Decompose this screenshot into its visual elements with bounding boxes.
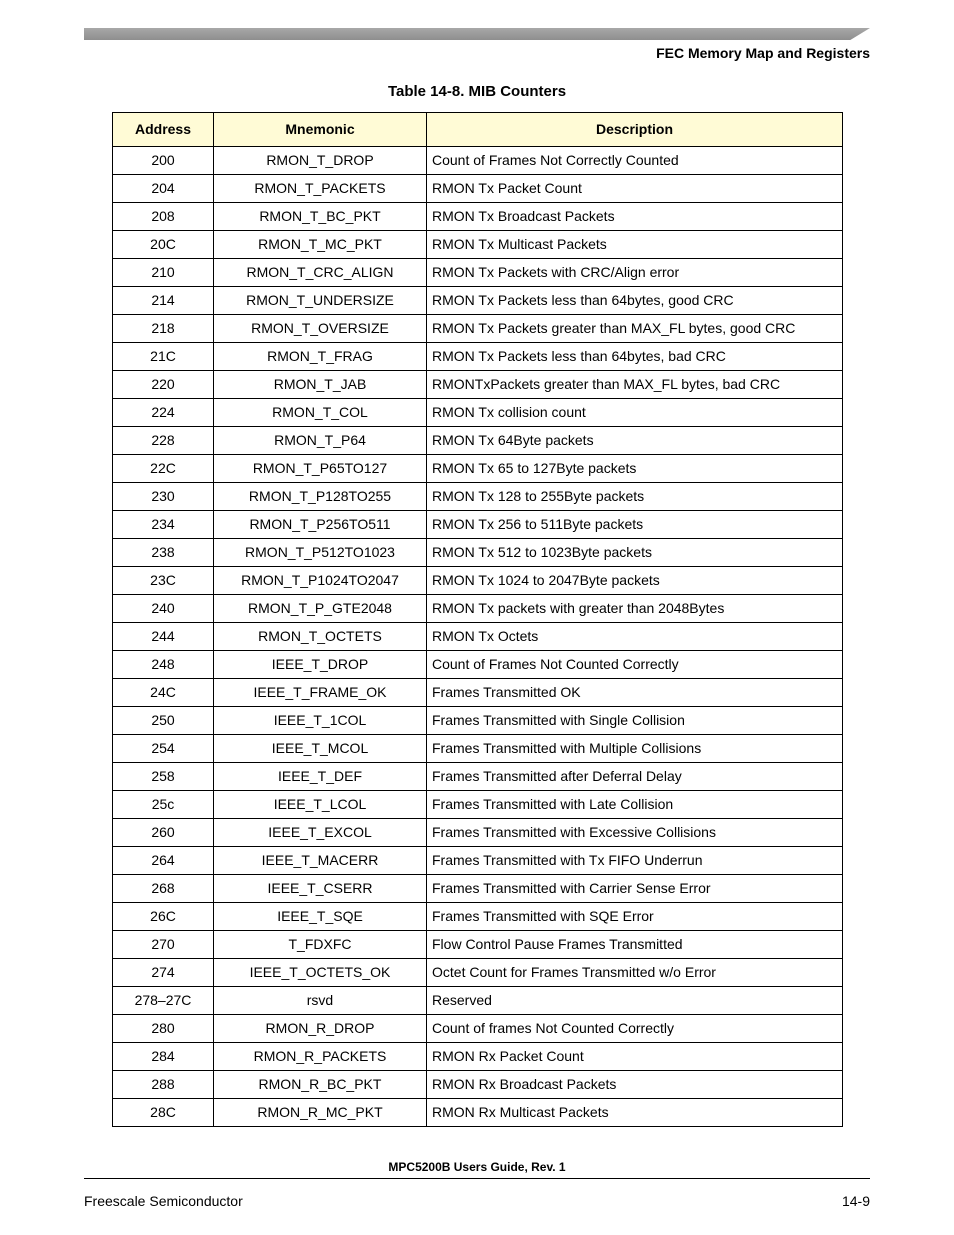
cell-address: 288 <box>113 1071 214 1099</box>
table-row <box>113 1071 843 1099</box>
footer-guide-title: MPC5200B Users Guide, Rev. 1 <box>388 1160 566 1174</box>
column-header-description: Description <box>427 113 843 147</box>
cell-mnemonic: RMON_R_PACKETS <box>214 1043 427 1071</box>
footer-company: Freescale Semiconductor <box>84 1193 243 1209</box>
table-row <box>113 763 843 791</box>
cell-mnemonic: rsvd <box>214 987 427 1015</box>
table-row <box>113 567 843 595</box>
cell-description: Frames Transmitted with SQE Error <box>427 903 843 931</box>
cell-address: 26C <box>113 903 214 931</box>
cell-description: RMON Tx Packets with CRC/Align error <box>427 259 843 287</box>
table-row <box>113 343 843 371</box>
cell-description: RMON Tx 512 to 1023Byte packets <box>427 539 843 567</box>
cell-address: 204 <box>113 175 214 203</box>
cell-mnemonic: RMON_T_MC_PKT <box>214 231 427 259</box>
cell-address: 264 <box>113 847 214 875</box>
table-row <box>113 511 843 539</box>
cell-address: 284 <box>113 1043 214 1071</box>
table-row <box>113 707 843 735</box>
table-row <box>113 679 843 707</box>
cell-address: 228 <box>113 427 214 455</box>
cell-address: 28C <box>113 1099 214 1127</box>
cell-mnemonic: IEEE_T_DROP <box>214 651 427 679</box>
cell-mnemonic: RMON_R_BC_PKT <box>214 1071 427 1099</box>
table-row <box>113 651 843 679</box>
table-row <box>113 595 843 623</box>
cell-mnemonic: RMON_T_BC_PKT <box>214 203 427 231</box>
table-row <box>113 427 843 455</box>
cell-address: 260 <box>113 819 214 847</box>
cell-mnemonic: IEEE_T_SQE <box>214 903 427 931</box>
table-title: Table 14-8. MIB Counters <box>387 83 567 100</box>
cell-description: RMON Tx collision count <box>427 399 843 427</box>
table-row <box>113 315 843 343</box>
cell-mnemonic: IEEE_T_1COL <box>214 707 427 735</box>
table-row <box>113 875 843 903</box>
cell-mnemonic: RMON_T_OCTETS <box>214 623 427 651</box>
column-header-mnemonic: Mnemonic <box>214 113 427 147</box>
cell-description: Frames Transmitted with Tx FIFO Underrun <box>427 847 843 875</box>
cell-description: Octet Count for Frames Transmitted w/o Error <box>427 959 843 987</box>
cell-description: RMON Tx 64Byte packets <box>427 427 843 455</box>
section-title: FEC Memory Map and Registers <box>656 45 870 61</box>
table-row <box>113 371 843 399</box>
cell-description: Frames Transmitted with Late Collision <box>427 791 843 819</box>
cell-address: 22C <box>113 455 214 483</box>
cell-mnemonic: RMON_T_CRC_ALIGN <box>214 259 427 287</box>
cell-mnemonic: IEEE_T_LCOL <box>214 791 427 819</box>
cell-mnemonic: RMON_T_P64 <box>214 427 427 455</box>
cell-description: RMON Tx Multicast Packets <box>427 231 843 259</box>
table-row <box>113 623 843 651</box>
cell-mnemonic: RMON_T_JAB <box>214 371 427 399</box>
cell-mnemonic: RMON_T_DROP <box>214 147 427 175</box>
cell-description: RMON Rx Broadcast Packets <box>427 1071 843 1099</box>
cell-address: 268 <box>113 875 214 903</box>
cell-description: RMON Tx 128 to 255Byte packets <box>427 483 843 511</box>
table-row <box>113 203 843 231</box>
table-row <box>113 791 843 819</box>
table-row <box>113 819 843 847</box>
cell-description: Count of Frames Not Correctly Counted <box>427 147 843 175</box>
table-row <box>113 287 843 315</box>
table-row <box>113 903 843 931</box>
cell-mnemonic: RMON_T_P1024TO2047 <box>214 567 427 595</box>
table-row <box>113 455 843 483</box>
cell-mnemonic: IEEE_T_FRAME_OK <box>214 679 427 707</box>
cell-mnemonic: IEEE_T_DEF <box>214 763 427 791</box>
cell-description: Frames Transmitted OK <box>427 679 843 707</box>
cell-mnemonic: RMON_T_COL <box>214 399 427 427</box>
cell-address: 270 <box>113 931 214 959</box>
table-body <box>113 147 843 1127</box>
cell-address: 25c <box>113 791 214 819</box>
cell-description: RMON Tx 1024 to 2047Byte packets <box>427 567 843 595</box>
cell-mnemonic: RMON_T_P512TO1023 <box>214 539 427 567</box>
cell-address: 224 <box>113 399 214 427</box>
cell-description: Reserved <box>427 987 843 1015</box>
cell-address: 200 <box>113 147 214 175</box>
footer-page-number: 14-9 <box>841 1193 870 1209</box>
cell-mnemonic: T_FDXFC <box>214 931 427 959</box>
cell-mnemonic: IEEE_T_MACERR <box>214 847 427 875</box>
cell-mnemonic: RMON_T_P128TO255 <box>214 483 427 511</box>
cell-description: RMON Tx 256 to 511Byte packets <box>427 511 843 539</box>
cell-description: RMON Tx packets with greater than 2048Bytes <box>427 595 843 623</box>
cell-description: Count of Frames Not Counted Correctly <box>427 651 843 679</box>
cell-description: RMON Tx 65 to 127Byte packets <box>427 455 843 483</box>
cell-address: 234 <box>113 511 214 539</box>
cell-address: 240 <box>113 595 214 623</box>
table-row <box>113 1043 843 1071</box>
table-row <box>113 259 843 287</box>
cell-description: Frames Transmitted with Carrier Sense Error <box>427 875 843 903</box>
cell-address: 280 <box>113 1015 214 1043</box>
table-row <box>113 231 843 259</box>
cell-address: 24C <box>113 679 214 707</box>
cell-mnemonic: IEEE_T_OCTETS_OK <box>214 959 427 987</box>
cell-address: 254 <box>113 735 214 763</box>
mib-counters-table <box>112 112 843 1127</box>
cell-mnemonic: RMON_R_DROP <box>214 1015 427 1043</box>
table-row <box>113 847 843 875</box>
cell-mnemonic: RMON_T_P256TO511 <box>214 511 427 539</box>
table-row <box>113 987 843 1015</box>
cell-description: Frames Transmitted with Single Collision <box>427 707 843 735</box>
table-row <box>113 959 843 987</box>
table-row <box>113 1099 843 1127</box>
cell-description: Frames Transmitted with Multiple Collisions <box>427 735 843 763</box>
cell-description: RMON Tx Octets <box>427 623 843 651</box>
cell-address: 258 <box>113 763 214 791</box>
cell-mnemonic: RMON_R_MC_PKT <box>214 1099 427 1127</box>
cell-address: 244 <box>113 623 214 651</box>
cell-mnemonic: IEEE_T_MCOL <box>214 735 427 763</box>
table-row <box>113 399 843 427</box>
cell-address: 23C <box>113 567 214 595</box>
cell-mnemonic: RMON_T_P65TO127 <box>214 455 427 483</box>
table-row <box>113 539 843 567</box>
cell-address: 20C <box>113 231 214 259</box>
cell-description: RMON Tx Broadcast Packets <box>427 203 843 231</box>
footer-divider <box>84 1178 870 1179</box>
cell-description: RMON Tx Packets greater than MAX_FL bytes, good CRC <box>427 315 843 343</box>
table-row <box>113 1015 843 1043</box>
cell-mnemonic: RMON_T_FRAG <box>214 343 427 371</box>
cell-mnemonic: IEEE_T_CSERR <box>214 875 427 903</box>
cell-mnemonic: RMON_T_PACKETS <box>214 175 427 203</box>
cell-description: Count of frames Not Counted Correctly <box>427 1015 843 1043</box>
cell-description: Flow Control Pause Frames Transmitted <box>427 931 843 959</box>
header-bar <box>84 28 870 40</box>
cell-address: 230 <box>113 483 214 511</box>
table-header-row <box>113 113 843 147</box>
cell-mnemonic: RMON_T_P_GTE2048 <box>214 595 427 623</box>
cell-address: 250 <box>113 707 214 735</box>
cell-mnemonic: RMON_T_UNDERSIZE <box>214 287 427 315</box>
cell-address: 248 <box>113 651 214 679</box>
cell-description: RMON Tx Packets less than 64bytes, bad CRC <box>427 343 843 371</box>
cell-description: RMONTxPackets greater than MAX_FL bytes, bad CRC <box>427 371 843 399</box>
cell-address: 21C <box>113 343 214 371</box>
cell-address: 274 <box>113 959 214 987</box>
table-row <box>113 931 843 959</box>
table-row <box>113 735 843 763</box>
cell-address: 238 <box>113 539 214 567</box>
cell-address: 214 <box>113 287 214 315</box>
cell-description: Frames Transmitted after Deferral Delay <box>427 763 843 791</box>
cell-description: Frames Transmitted with Excessive Collisions <box>427 819 843 847</box>
table-row <box>113 147 843 175</box>
cell-description: RMON Tx Packet Count <box>427 175 843 203</box>
cell-description: RMON Tx Packets less than 64bytes, good CRC <box>427 287 843 315</box>
cell-address: 208 <box>113 203 214 231</box>
table-row <box>113 175 843 203</box>
table-row <box>113 483 843 511</box>
cell-address: 220 <box>113 371 214 399</box>
cell-mnemonic: IEEE_T_EXCOL <box>214 819 427 847</box>
column-header-address: Address <box>113 113 214 147</box>
cell-description: RMON Rx Multicast Packets <box>427 1099 843 1127</box>
cell-address: 210 <box>113 259 214 287</box>
cell-address: 218 <box>113 315 214 343</box>
cell-address: 278–27C <box>113 987 214 1015</box>
cell-mnemonic: RMON_T_OVERSIZE <box>214 315 427 343</box>
cell-description: RMON Rx Packet Count <box>427 1043 843 1071</box>
